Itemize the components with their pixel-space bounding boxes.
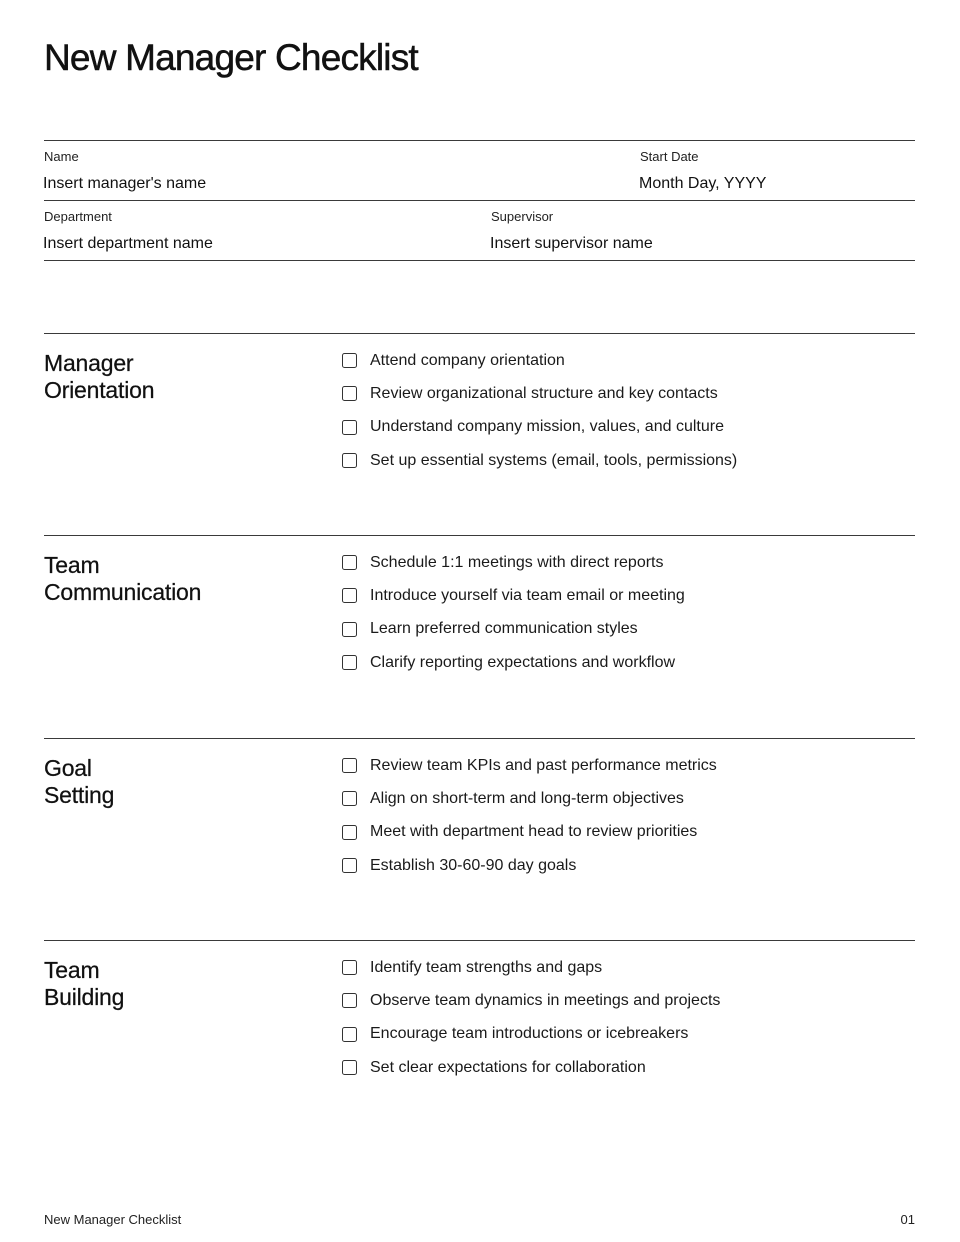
name-field[interactable]: Insert manager's name: [43, 175, 207, 192]
checkbox[interactable]: [342, 555, 357, 570]
checklist-item[interactable]: [342, 546, 685, 579]
section-title-line: Building: [44, 984, 125, 1010]
checklist-item-label: Review team KPIs and past performance metrics: [370, 756, 717, 774]
checkbox[interactable]: [342, 420, 357, 435]
start-date-label: Start Date: [640, 149, 699, 164]
department-label: Department: [44, 209, 112, 224]
checklist-item-label: Understand company mission, values, and culture: [370, 418, 724, 436]
start-date-field[interactable]: Month Day, YYYY: [639, 175, 767, 192]
checkbox[interactable]: [342, 758, 357, 773]
checklist-goal-setting: [342, 749, 717, 882]
section-title-line: Team: [44, 957, 100, 983]
checkbox[interactable]: [342, 588, 357, 603]
checklist-item[interactable]: [342, 1051, 720, 1084]
checklist-item-label: Introduce yourself via team email or meeting: [370, 586, 685, 604]
section-title-line: Orientation: [44, 377, 155, 403]
checklist-item-label: Schedule 1:1 meetings with direct reports: [370, 553, 664, 571]
checklist-item-label: Learn preferred communication styles: [370, 620, 638, 638]
department-field[interactable]: Insert department name: [43, 235, 213, 252]
checkbox[interactable]: [342, 993, 357, 1008]
checkbox[interactable]: [342, 655, 357, 670]
checklist-item-label: Attend company orientation: [370, 351, 565, 369]
checkbox[interactable]: [342, 825, 357, 840]
footer-document-title: New Manager Checklist: [44, 1212, 182, 1227]
checklist-item-label: Align on short-term and long-term objectives: [370, 789, 684, 807]
section-title-line: Goal: [44, 755, 92, 781]
checkbox[interactable]: [342, 858, 357, 873]
section-title-team-communication: [44, 552, 304, 606]
checkbox[interactable]: [342, 960, 357, 975]
checkbox[interactable]: [342, 1060, 357, 1075]
checklist-item[interactable]: [342, 344, 737, 377]
checklist-item[interactable]: [342, 613, 685, 646]
checklist-item[interactable]: [342, 377, 737, 410]
form-top-divider: [44, 140, 915, 141]
checklist-item[interactable]: [342, 646, 685, 679]
checklist-item-label: Meet with department head to review priorities: [370, 823, 698, 841]
section-title-team-building: [44, 957, 304, 1011]
checkbox[interactable]: [342, 622, 357, 637]
checkbox[interactable]: [342, 1027, 357, 1042]
checklist-item[interactable]: [342, 411, 737, 444]
checklist-item[interactable]: [342, 782, 717, 815]
checkbox[interactable]: [342, 791, 357, 806]
checklist-item[interactable]: [342, 579, 685, 612]
checklist-item[interactable]: [342, 849, 717, 882]
section-divider: [44, 535, 915, 536]
form-middle-divider: [44, 200, 915, 201]
section-title-line: Communication: [44, 579, 202, 605]
section-title-line: Setting: [44, 782, 115, 808]
section-title-line: Team: [44, 552, 100, 578]
checklist-item[interactable]: [342, 749, 717, 782]
checkbox[interactable]: [342, 453, 357, 468]
checklist-item[interactable]: [342, 951, 720, 984]
section-divider: [44, 738, 915, 739]
checklist-item-label: Review organizational structure and key contacts: [370, 384, 718, 402]
checklist-item-label: Clarify reporting expectations and workflow: [370, 653, 676, 671]
checkbox[interactable]: [342, 386, 357, 401]
checklist-manager-orientation: [342, 344, 737, 477]
checklist-team-building: [342, 951, 720, 1084]
checklist-item[interactable]: [342, 816, 717, 849]
checklist-item-label: Identify team strengths and gaps: [370, 958, 603, 976]
checklist-item[interactable]: [342, 1018, 720, 1051]
section-divider: [44, 940, 915, 941]
checklist-item-label: Set up essential systems (email, tools, permissions): [370, 451, 738, 469]
footer-page-number: 01: [900, 1212, 915, 1227]
checklist-item-label: Observe team dynamics in meetings and projects: [370, 991, 721, 1009]
checklist-item[interactable]: [342, 984, 720, 1017]
section-title-manager-orientation: [44, 350, 304, 404]
checklist-item-label: Set clear expectations for collaboration: [370, 1058, 646, 1076]
supervisor-field[interactable]: Insert supervisor name: [490, 235, 653, 252]
form-bottom-divider: [44, 260, 915, 261]
section-title-line: Manager: [44, 350, 134, 376]
checkbox[interactable]: [342, 353, 357, 368]
supervisor-label: Supervisor: [491, 209, 554, 224]
checklist-team-communication: [342, 546, 685, 679]
page-title: New Manager Checklist: [44, 37, 418, 78]
section-divider: [44, 333, 915, 334]
checklist-item-label: Encourage team introductions or icebreakers: [370, 1025, 689, 1043]
section-title-goal-setting: [44, 755, 304, 809]
checklist-item[interactable]: [342, 444, 737, 477]
checklist-item-label: Establish 30-60-90 day goals: [370, 856, 577, 874]
name-label: Name: [44, 149, 79, 164]
